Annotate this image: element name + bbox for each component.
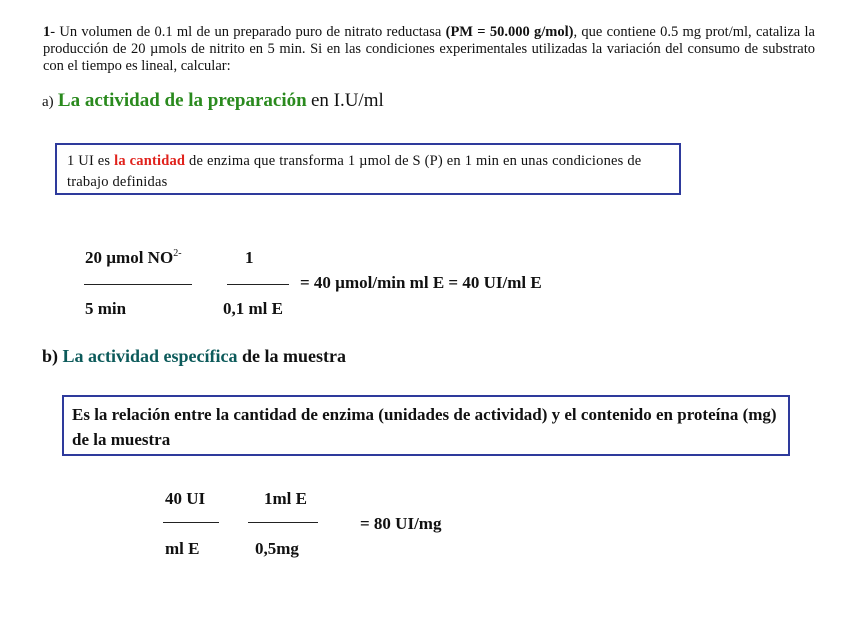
question-a bbox=[42, 90, 384, 112]
problem-text-a: - Un volumen de 0.1 ml de un preparado puro de nitrato reductasa bbox=[50, 24, 446, 40]
question-a-rest: en I.U/ml bbox=[310, 90, 384, 111]
eq2-result: = 80 UI/mg bbox=[360, 514, 442, 533]
eq1-fraction-line-2 bbox=[227, 284, 289, 285]
question-b-highlight: La actividad específica bbox=[62, 346, 238, 366]
definition-ui-rest: de enzima que transforma 1 µmol de S (P) en 1 min en unas condiciones de trabajo definidas bbox=[67, 153, 642, 190]
definition-specific-activity-box: Es la relación entre la cantidad de enzima (unidades de actividad) y el contenido en proteína (mg) de la muestra bbox=[62, 395, 790, 456]
definition-ui-highlight: la cantidad bbox=[114, 153, 186, 169]
definition-ui-box bbox=[55, 143, 681, 195]
eq2-denominator-1: ml E bbox=[165, 539, 200, 558]
eq1-result: = 40 µmol/min ml E = 40 UI/ml E bbox=[300, 273, 542, 292]
eq2-numerator-1: 40 UI bbox=[165, 489, 206, 508]
question-a-label: a) bbox=[42, 94, 54, 110]
eq2-denominator-2: 0,5mg bbox=[255, 539, 299, 558]
definition-ui-lead: 1 UI es bbox=[67, 153, 111, 169]
problem-statement bbox=[43, 24, 815, 75]
eq1-denominator-2: 0,1 ml E bbox=[223, 299, 283, 318]
eq1-numerator-1: 20 µmol $NO^{2-}$ bbox=[85, 248, 182, 267]
eq1-numerator-2: 1 bbox=[245, 248, 254, 267]
molecular-weight: (PM = 50.000 g/mol) bbox=[445, 24, 574, 40]
question-b-rest: de la muestra bbox=[242, 346, 346, 366]
eq2-numerator-2: 1ml E bbox=[264, 489, 307, 508]
eq2-fraction-line-1 bbox=[163, 522, 219, 523]
eq1-fraction-line-1 bbox=[84, 284, 192, 285]
eq1-superscript: 2- bbox=[173, 248, 182, 259]
question-b-label: b) bbox=[42, 346, 59, 366]
problem-text-b: , que contiene 0.5 mg prot/ml, cataliza la producción de 20 µmols de nitrito en 5 min. Si en las condiciones experimentales utilizadas la variación del consumo de substrato con el tiempo es lineal, calcular: bbox=[43, 24, 815, 74]
question-a-highlight: La actividad de la preparación bbox=[57, 90, 307, 111]
eq2-fraction-line-2 bbox=[248, 522, 318, 523]
problem-number: 1 bbox=[43, 24, 51, 40]
eq1-denominator-1: 5 min bbox=[85, 299, 127, 318]
question-b bbox=[42, 346, 346, 367]
